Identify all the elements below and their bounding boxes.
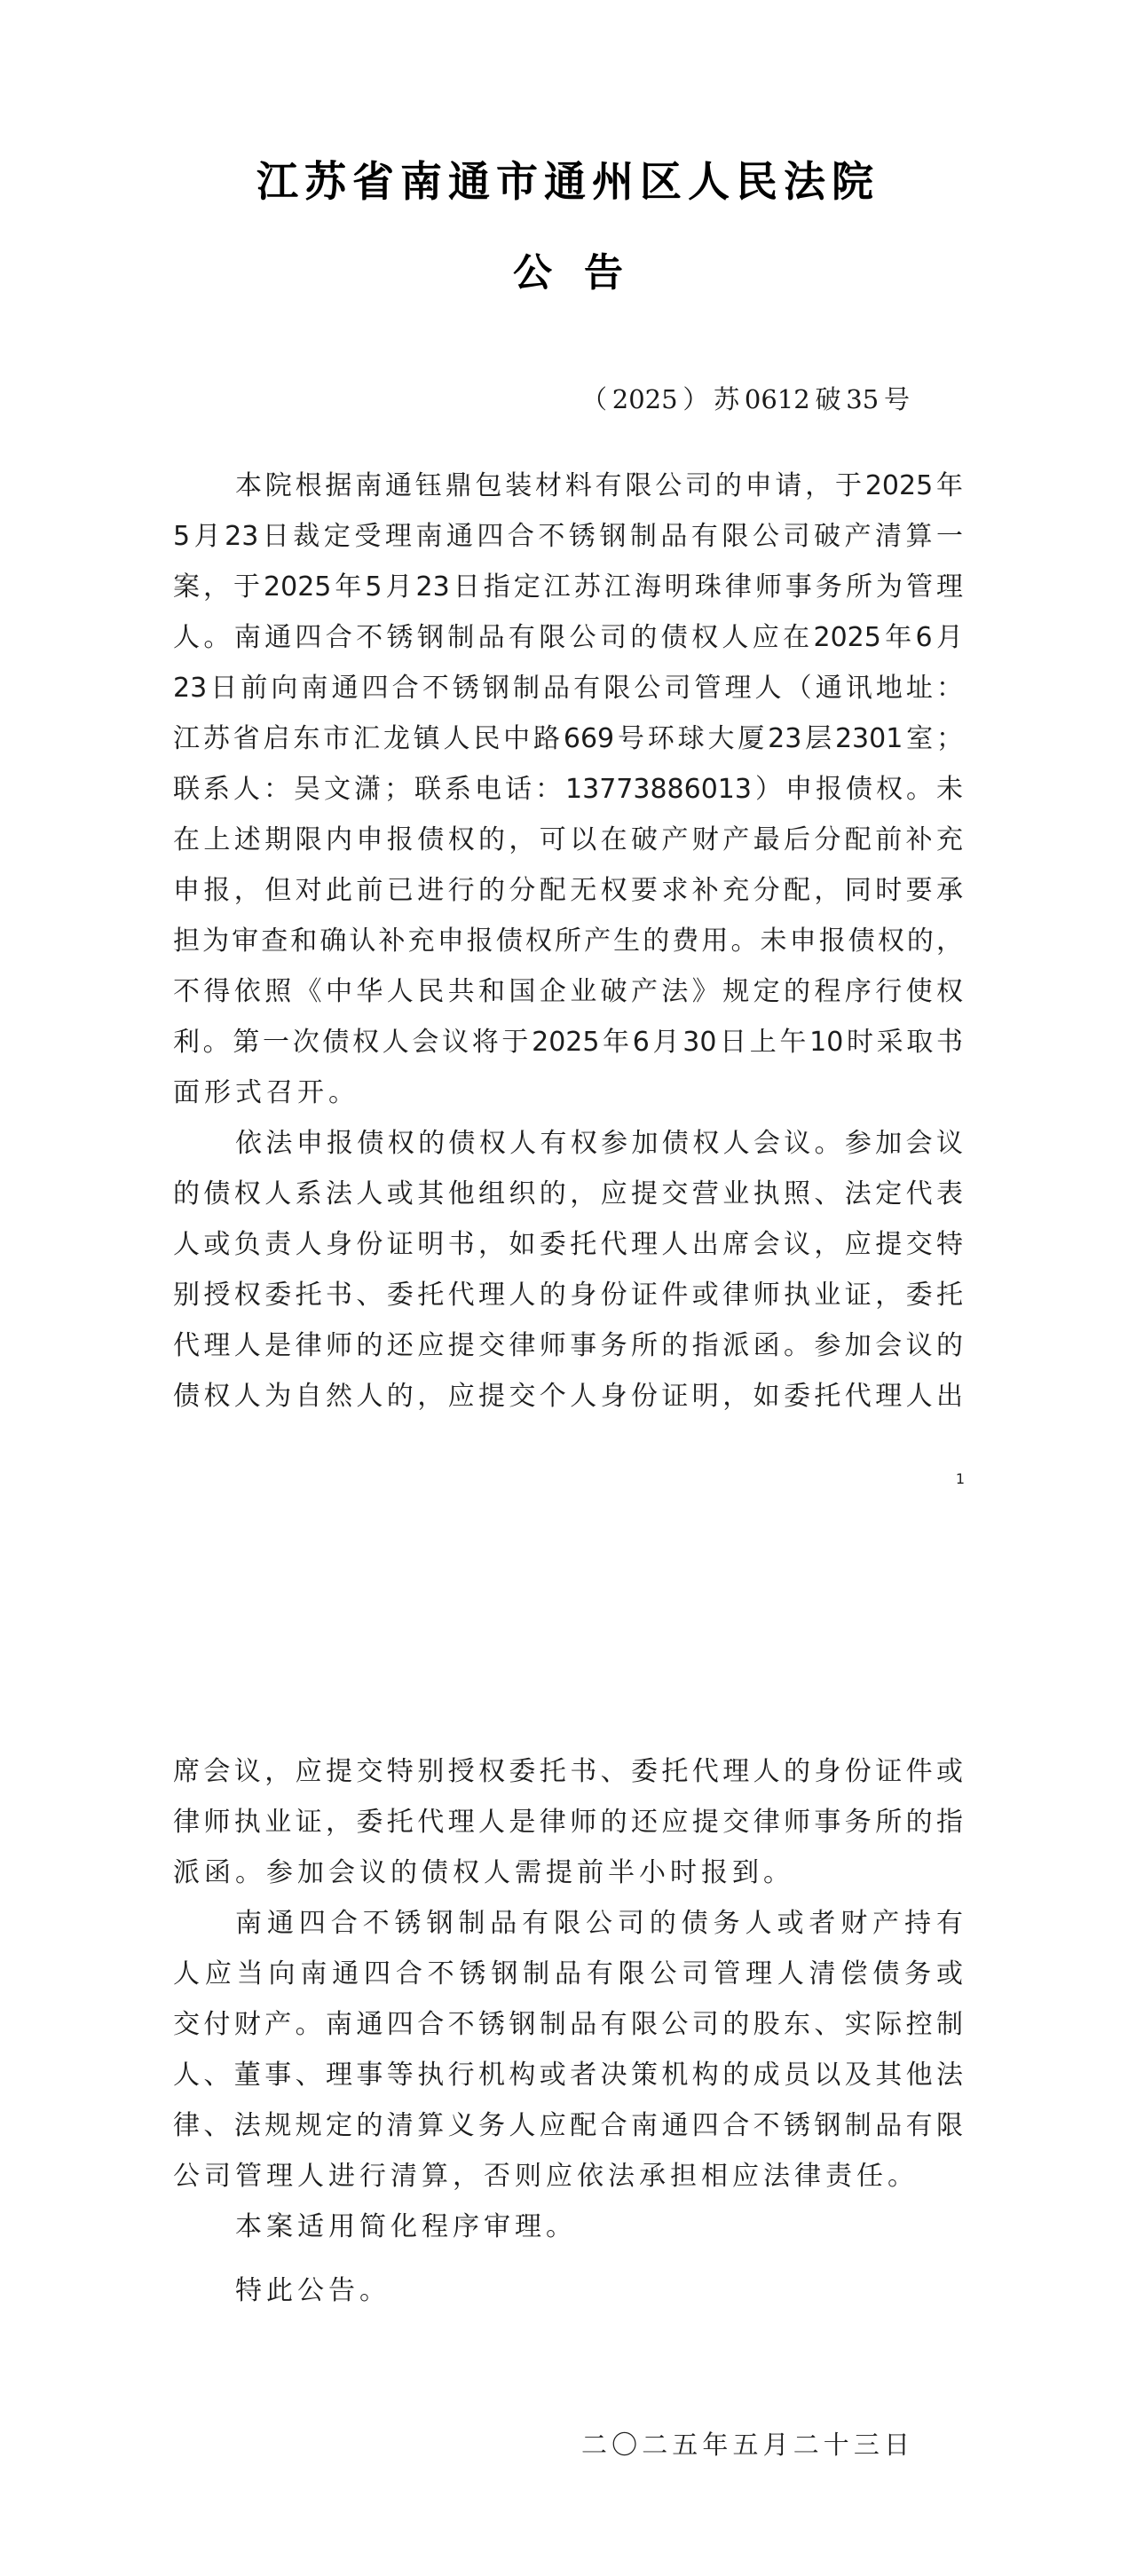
paragraph-2-line: 代理人是律师的还应提交律师事务所的指派函。参加会议的 [173, 1330, 963, 1361]
paragraph-1-line: 案，于2025年5月23日指定江苏江海明珠律师事务所为管理 [173, 571, 963, 603]
paragraph-2-line: 人或负责人身份证明书，如委托代理人出席会议，应提交特 [173, 1229, 963, 1260]
paragraph-3-line: 南通四合不锈钢制品有限公司的债务人或者财产持有 [235, 1908, 963, 1939]
paragraph-1-line: 利。第一次债权人会议将于2025年6月30日上午10时采取书 [173, 1027, 963, 1058]
paragraph-5-closing: 特此公告。 [235, 2275, 390, 2306]
paragraph-2-line: 席会议，应提交特别授权委托书、委托代理人的身份证件或 [173, 1756, 963, 1787]
document-page-2 [0, 1562, 1136, 2576]
paragraph-1-line: 23日前向南通四合不锈钢制品有限公司管理人（通讯地址： [173, 673, 963, 704]
paragraph-1-line: 面形式召开。 [173, 1077, 359, 1108]
paragraph-1-line: 在上述期限内申报债权的，可以在破产财产最后分配前补充 [173, 824, 963, 855]
paragraph-1-line: 人。南通四合不锈钢制品有限公司的债权人应在2025年6月 [173, 622, 963, 653]
paragraph-2-line: 派函。参加会议的债权人需提前半小时报到。 [173, 1857, 794, 1888]
paragraph-1-line: 申报，但对此前已进行的分配无权要求补充分配，同时要承 [173, 875, 963, 906]
case-number: （2025）苏0612破35号 [581, 384, 910, 414]
paragraph-2-line: 的债权人系法人或其他组织的，应提交营业执照、法定代表 [173, 1178, 963, 1209]
announcement-heading: 公告 [513, 250, 655, 295]
paragraph-1-line: 江苏省启东市汇龙镇人民中路669号环球大厦23层2301室； [173, 723, 963, 754]
paragraph-3-line: 公司管理人进行清算，否则应依法承担相应法律责任。 [173, 2161, 919, 2192]
signature-date: 二〇二五年五月二十三日 [581, 2430, 910, 2460]
paragraph-1-line: 担为审查和确认补充申报债权所产生的费用。未申报债权的， [173, 926, 963, 957]
paragraph-1-line: 联系人：吴文潇；联系电话：13773886013）申报债权。未 [173, 774, 963, 805]
paragraph-3-line: 人应当向南通四合不锈钢制品有限公司管理人清偿债务或 [173, 1958, 963, 1989]
page-number: 1 [955, 1470, 966, 1487]
court-name-title: 江苏省南通市通州区人民法院 [256, 158, 880, 207]
paragraph-2-line: 别授权委托书、委托代理人的身份证件或律师执业证，委托 [173, 1280, 963, 1311]
paragraph-1-line: 不得依照《中华人民共和国企业破产法》规定的程序行使权 [173, 976, 963, 1007]
paragraph-3-line: 律、法规规定的清算义务人应配合南通四合不锈钢制品有限 [173, 2110, 963, 2141]
paragraph-3-line: 交付财产。南通四合不锈钢制品有限公司的股东、实际控制 [173, 2009, 963, 2040]
paragraph-4-line: 本案适用简化程序审理。 [235, 2211, 577, 2242]
paragraph-2-line: 债权人为自然人的，应提交个人身份证明，如委托代理人出 [173, 1381, 963, 1412]
paragraph-1-line: 5月23日裁定受理南通四合不锈钢制品有限公司破产清算一 [173, 521, 963, 552]
paragraph-3-line: 人、董事、理事等执行机构或者决策机构的成员以及其他法 [173, 2060, 963, 2091]
paragraph-2-line: 依法申报债权的债权人有权参加债权人会议。参加会议 [235, 1128, 963, 1159]
paragraph-1-line: 本院根据南通钰鼎包装材料有限公司的申请，于2025年 [235, 470, 963, 501]
paragraph-2-line: 律师执业证，委托代理人是律师的还应提交律师事务所的指 [173, 1807, 963, 1838]
